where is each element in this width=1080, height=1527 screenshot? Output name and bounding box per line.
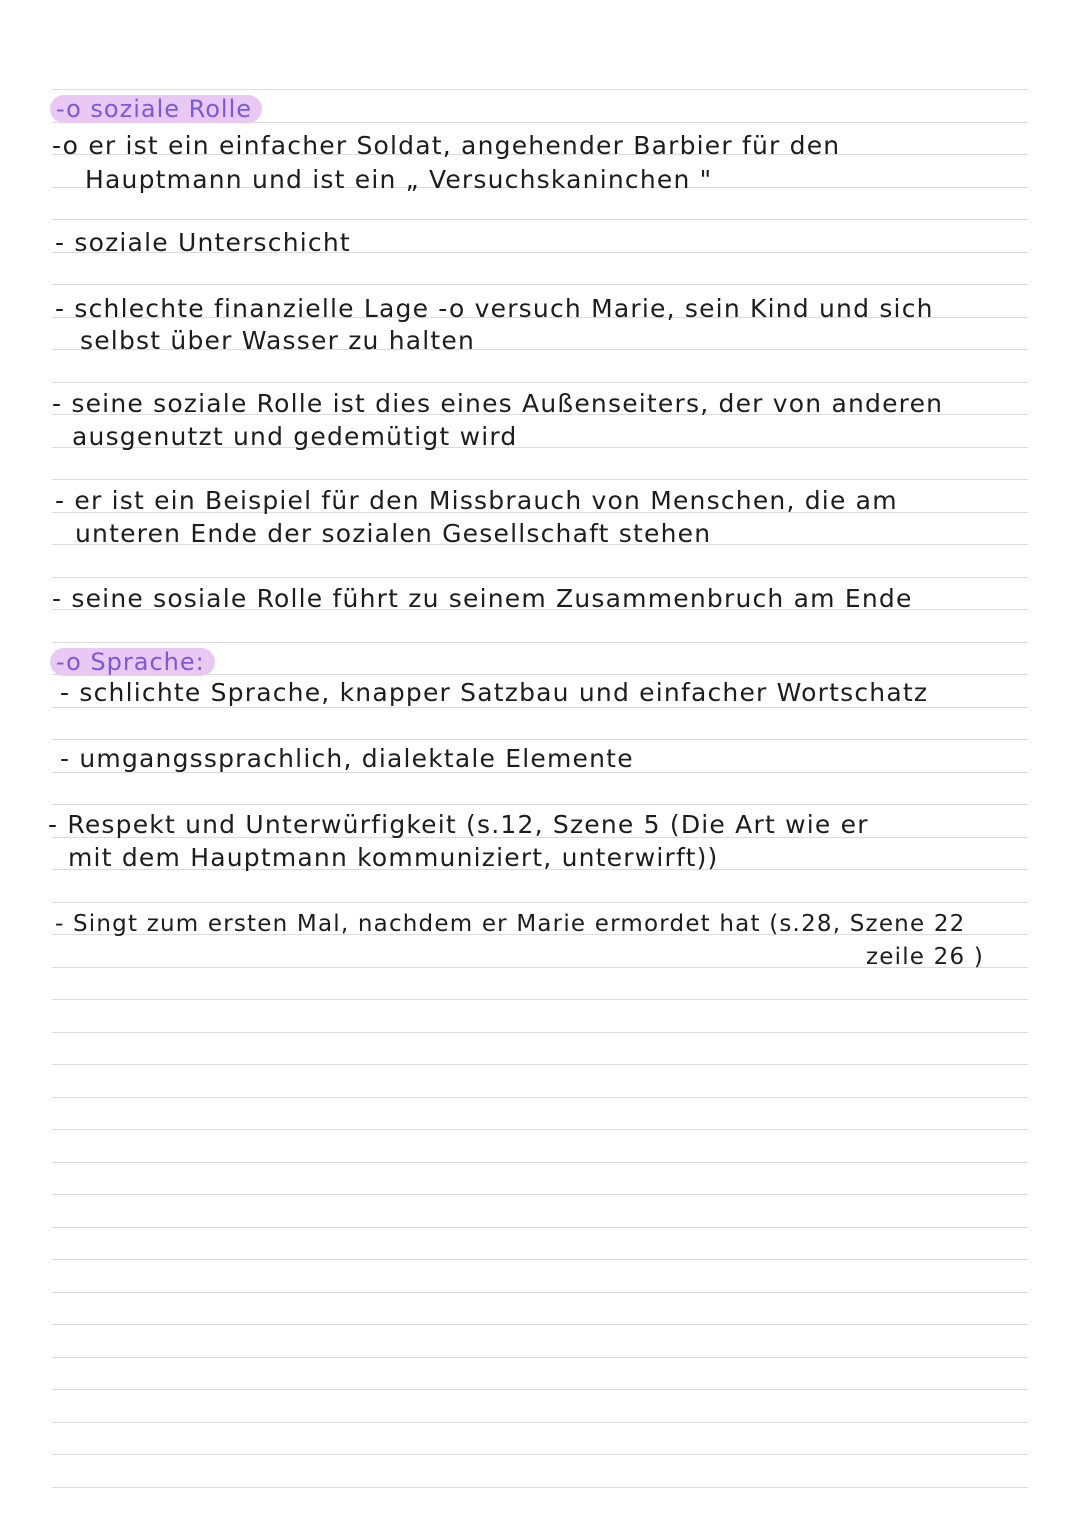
- ruled-line: [52, 1487, 1028, 1488]
- ruled-line: [52, 1454, 1028, 1455]
- ruled-line: [52, 1324, 1028, 1325]
- ruled-line: [52, 1064, 1028, 1065]
- ruled-line: [52, 1389, 1028, 1390]
- ruled-line: [52, 284, 1028, 285]
- section-heading-sprache: -o Sprache:: [50, 648, 215, 676]
- ruled-line: [52, 1032, 1028, 1033]
- note-line: mit dem Hauptmann kommuniziert, unterwirft)): [68, 843, 719, 872]
- ruled-line: [52, 1422, 1028, 1423]
- note-line: - er ist ein Beispiel für den Missbrauch von Menschen, die am: [55, 486, 898, 515]
- ruled-line: [52, 999, 1028, 1000]
- ruled-line: [52, 1162, 1028, 1163]
- ruled-line: [52, 382, 1028, 383]
- ruled-line: [52, 1292, 1028, 1293]
- note-line: ausgenutzt und gedemütigt wird: [72, 422, 518, 451]
- note-line: unteren Ende der sozialen Gesellschaft stehen: [75, 519, 712, 548]
- note-line: - Respekt und Unterwürfigkeit (s.12, Szene 5 (Die Art wie er: [48, 810, 869, 839]
- note-line: -o er ist ein einfacher Soldat, angehender Barbier für den: [52, 131, 841, 160]
- ruled-line: [52, 1194, 1028, 1195]
- note-line: - seine soziale Rolle ist dies eines Außenseiters, der von anderen: [52, 389, 944, 418]
- ruled-line: [52, 804, 1028, 805]
- ruled-line: [52, 739, 1028, 740]
- note-line: - schlechte finanzielle Lage -o versuch Marie, sein Kind und sich: [55, 294, 934, 323]
- note-line: - schlichte Sprache, knapper Satzbau und einfacher Wortschatz: [60, 678, 929, 707]
- ruled-line: [52, 479, 1028, 480]
- ruled-line: [52, 577, 1028, 578]
- ruled-line: [52, 219, 1028, 220]
- ruled-line: [52, 642, 1028, 643]
- note-line: selbst über Wasser zu halten: [80, 326, 476, 355]
- note-line: zeile 26 ): [866, 944, 985, 970]
- ruled-line: [52, 89, 1028, 90]
- ruled-line: [52, 902, 1028, 903]
- ruled-line: [52, 1357, 1028, 1358]
- note-line: - umgangssprachlich, dialektale Elemente: [60, 744, 634, 773]
- ruled-line: [52, 1129, 1028, 1130]
- note-line: Hauptmann und ist ein „ Versuchskaninchen ": [85, 165, 713, 194]
- ruled-line: [52, 1097, 1028, 1098]
- note-line: - Singt zum ersten Mal, nachdem er Marie ermordet hat (s.28, Szene 22: [55, 911, 966, 937]
- ruled-line: [52, 1227, 1028, 1228]
- note-line: - seine sosiale Rolle führt zu seinem Zusammenbruch am Ende: [52, 584, 913, 613]
- ruled-line: [52, 1259, 1028, 1260]
- note-line: - soziale Unterschicht: [55, 228, 351, 257]
- section-heading-soziale-rolle: -o soziale Rolle: [50, 95, 262, 123]
